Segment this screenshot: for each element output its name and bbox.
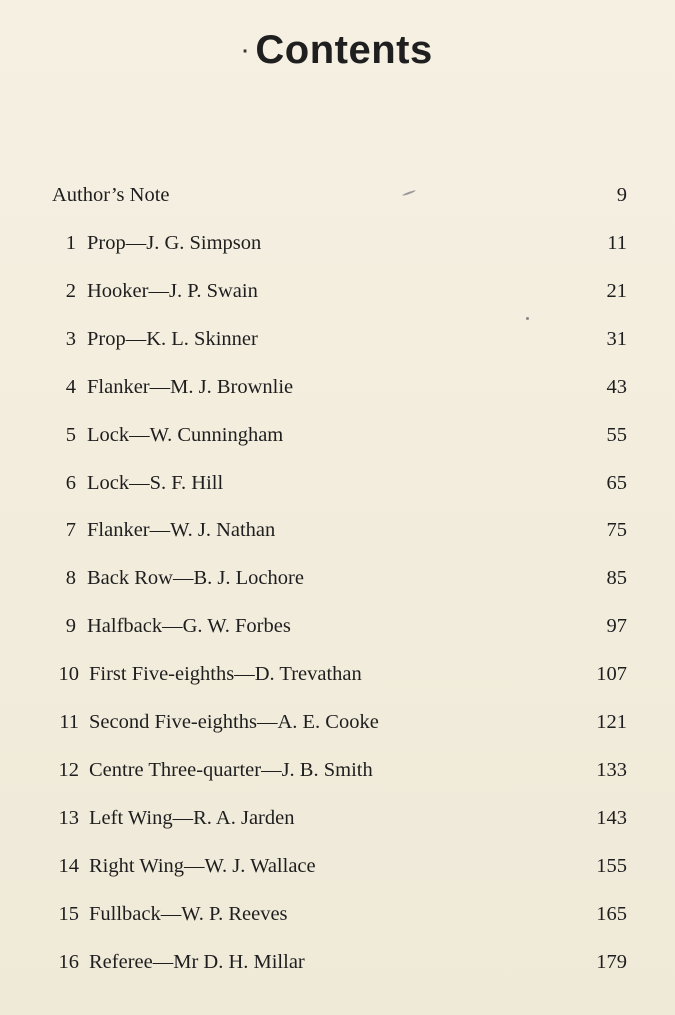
chapter-page: 31 (606, 327, 627, 350)
toc-entry (0, 519, 675, 549)
chapter-number: 10 (58, 663, 79, 686)
chapter-page: 43 (606, 375, 627, 398)
chapter-title: Lock—W. Cunningham (87, 423, 284, 446)
toc-entry (0, 472, 675, 502)
chapter-page: 75 (606, 519, 627, 542)
chapter-number: 4 (65, 375, 76, 398)
title-text: Contents (255, 28, 433, 72)
toc-entry (0, 663, 675, 693)
chapter-title: Left Wing—R. A. Jarden (89, 806, 295, 829)
chapter-page: 11 (607, 232, 627, 254)
page-title (0, 28, 675, 73)
chapter-title: Back Row—B. J. Lochore (87, 567, 304, 590)
chapter-number: 9 (65, 615, 76, 638)
toc-entry (0, 232, 675, 262)
chapter-number: 13 (58, 806, 79, 829)
chapter-title: Referee—Mr D. H. Millar (89, 950, 305, 973)
chapter-title: Lock—S. F. Hill (87, 471, 224, 494)
chapter-page: 55 (606, 423, 627, 446)
author-note-page: 9 (616, 184, 627, 206)
toc-entry (0, 280, 675, 310)
chapter-number: 12 (58, 758, 79, 781)
chapter-number: 2 (65, 279, 76, 302)
toc-entry (0, 567, 675, 597)
chapter-page: 65 (606, 471, 627, 494)
chapter-number: 6 (65, 471, 76, 494)
chapter-title: Fullback—W. P. Reeves (89, 902, 288, 925)
chapter-number: 1 (65, 232, 76, 254)
chapter-title: Prop—K. L. Skinner (87, 327, 258, 350)
chapter-number: 7 (65, 519, 76, 542)
chapter-page: 85 (606, 567, 627, 590)
chapter-title: First Five-eighths—D. Trevathan (89, 663, 362, 686)
chapter-page: 107 (596, 663, 627, 686)
chapter-title: Centre Three-quarter—J. B. Smith (89, 758, 373, 781)
chapter-title: Flanker—M. J. Brownlie (87, 375, 294, 398)
author-note-entry (0, 184, 675, 214)
chapter-number: 11 (59, 711, 79, 733)
chapter-title: Right Wing—W. J. Wallace (89, 854, 316, 877)
toc-entry (0, 855, 675, 885)
chapter-page: 21 (606, 279, 627, 302)
speck-dot: · (242, 40, 250, 63)
chapter-title: Prop—J. G. Simpson (87, 232, 262, 254)
toc-entry (0, 951, 675, 981)
toc-entry (0, 615, 675, 645)
toc-entry (0, 328, 675, 358)
paper-speck (526, 317, 529, 320)
chapter-page: 143 (596, 806, 627, 829)
chapter-title: Flanker—W. J. Nathan (87, 519, 276, 542)
toc-entry (0, 376, 675, 406)
chapter-page: 121 (596, 711, 627, 733)
chapter-page: 179 (596, 950, 627, 973)
chapter-page: 97 (606, 615, 627, 638)
author-note-label: Author’s Note (52, 184, 170, 206)
chapter-page: 133 (596, 758, 627, 781)
chapter-title: Second Five-eighths—A. E. Cooke (89, 711, 379, 733)
chapter-title: Hooker—J. P. Swain (87, 279, 258, 302)
chapter-number: 3 (65, 327, 76, 350)
chapter-number: 8 (65, 567, 76, 590)
toc-entry (0, 424, 675, 454)
chapter-number: 16 (58, 950, 79, 973)
toc-entry (0, 711, 675, 741)
chapter-number: 5 (65, 423, 76, 446)
chapter-number: 15 (58, 902, 79, 925)
toc-entry (0, 807, 675, 837)
chapter-title: Halfback—G. W. Forbes (87, 615, 291, 638)
toc-entry (0, 759, 675, 789)
toc-entry (0, 903, 675, 933)
chapter-number: 14 (58, 854, 79, 877)
chapter-page: 165 (596, 902, 627, 925)
chapter-page: 155 (596, 854, 627, 877)
